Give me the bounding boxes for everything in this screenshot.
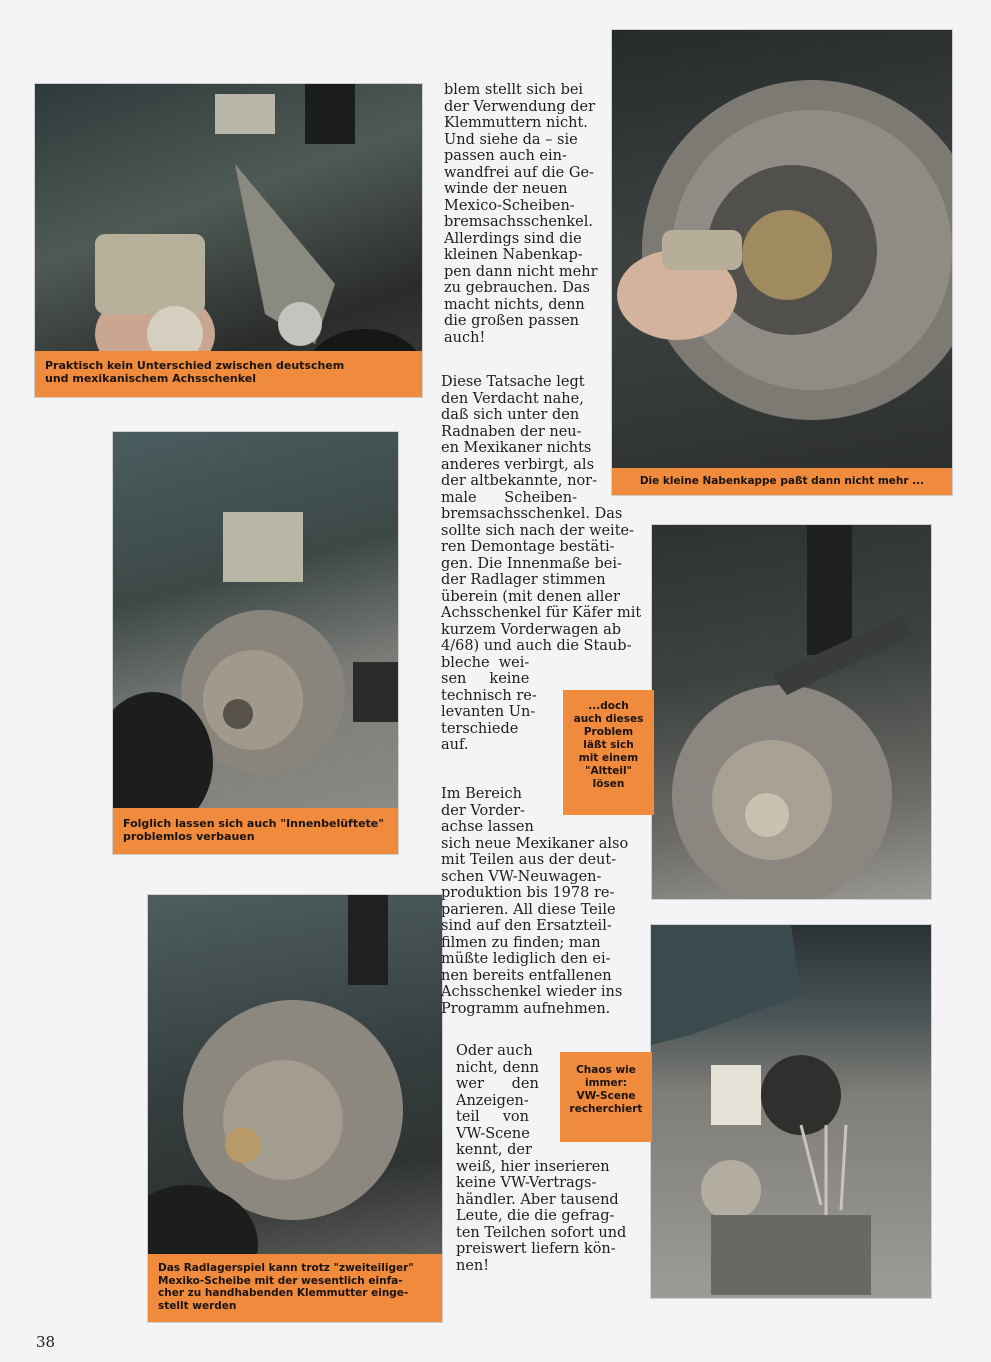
photo-ventilated-disc-drawing (113, 432, 398, 854)
caption-ventilated-disc (113, 808, 398, 854)
photo-axle-comparison (35, 84, 422, 397)
photo-ventilated-disc (113, 432, 398, 854)
body-paragraph-1: blem stellt sich bei der Verwendung der Klemmuttern nicht. Und siehe da – sie passen auch ein- wandfrei auf die Ge- winde der neuen Mexico-Scheiben- bremsachsschenkel. Allerdings sind die kleinen Nabenkap- pen dann nicht mehr zu gebrauchen. Das macht nichts, denn die großen passen auch! (444, 82, 598, 346)
caption-parts-chaos-text: Chaos wie immer: VW-Scene recherchiert (569, 1064, 643, 1115)
photo-parts-chaos-drawing (651, 925, 931, 1298)
body-paragraph-2: Diese Tatsache legt den Verdacht nahe, daß sich unter den Radnaben der neu- en Mexikaner nichts anderes verbirgt, als der altbekannte, nor- male Scheiben- bremsachsschenkel. Das sollte sich nach der weite- ren Demontage bestäti- gen. Die Innenmaße bei- der Radlager stimmen überein (mit denen aller Achsschenkel für Käfer mit kurzem Vorderwagen ab 4/68) und auch die Staub- bleche wei- sen keine technisch re- levanten Un- terschiede auf. (441, 374, 642, 753)
body-paragraph-4: Oder auch nicht, denn wer den Anzeigen- teil von VW-Scene kennt, der weiß, hier inserieren keine VW-Vertrags- händler. Aber tausend Leute, die die gefrag- ten Teilchen sofort und preiswert liefern kön- nen! (456, 1043, 627, 1274)
photo-hub-cap (612, 30, 952, 495)
caption-hub-cap (612, 468, 952, 495)
caption-axle-comparison-text: Praktisch kein Unterschied zwischen deutschem und mexikanischem Achsschenkel (45, 359, 345, 385)
caption-axle-comparison (35, 351, 422, 397)
caption-wheel-bearing (148, 1254, 442, 1322)
body-paragraph-3: Im Bereich der Vorder- achse lassen sich neue Mexikaner also mit Teilen aus der deut- schen VW-Neuwagen- produktion bis 1978 re- parieren. All diese Teile sind auf den Ersatzteil- filmen zu finden; man müßte lediglich den ei- nen bereits entfallenen Achsschenkel wieder ins Programm aufnehmen. (441, 786, 629, 1017)
photo-parts-chaos (651, 925, 931, 1298)
photo-wheel-bearing (148, 895, 442, 1322)
page-number: 38 (36, 1333, 56, 1351)
caption-ventilated-disc-text: Folglich lassen sich auch "Innenbelüftete" problemlos verbauen (123, 817, 385, 843)
caption-wheel-bearing-text: Das Radlagerspiel kann trotz "zweiteiliger" Mexiko-Scheibe mit der wesentlich einfa- cher zu handhabenden Klemmutter einge- stellt werden (158, 1262, 414, 1312)
caption-hub-cap-text: Die kleine Nabenkappe paßt dann nicht mehr ... (639, 475, 925, 487)
photo-old-part-drawing (652, 525, 931, 899)
photo-old-part (652, 525, 931, 899)
photo-hub-cap-drawing (612, 30, 952, 495)
caption-old-part-text: ...doch auch dieses Problem läßt sich mit einem "Altteil" lösen (573, 700, 644, 790)
